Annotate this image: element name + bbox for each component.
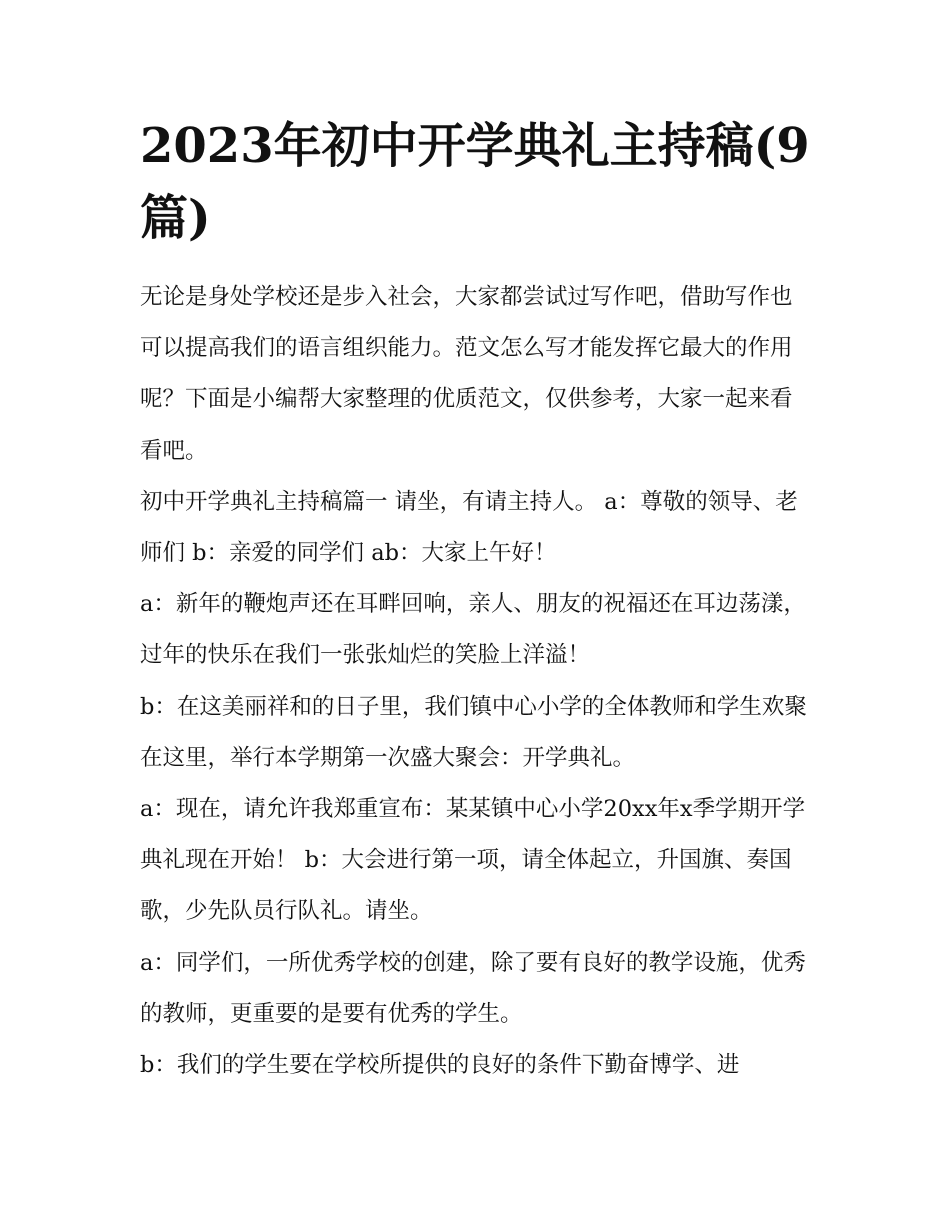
paragraph-a-students: a：同学们，一所优秀学校的创建，除了要有良好的教学设施，优秀的教师，更重要的是要有优秀的学生。	[140, 949, 806, 1027]
paragraph-b-study: b：我们的学生要在学校所提供的良好的条件下勤奋博学、进	[140, 1052, 740, 1079]
document-title: 2023年初中开学典礼主持稿(9篇)	[140, 118, 810, 246]
paragraph-b-gathering: b：在这美丽祥和的日子里，我们镇中心小学的全体教师和学生欢聚在这里，举行本学期第一次盛大聚会：开学典礼。	[140, 693, 807, 771]
paragraph-opening: 初中开学典礼主持稿篇一 请坐，有请主持人。 a：尊敬的领导、老师们 b：亲爱的同学们 ab：大家上午好！	[140, 488, 798, 567]
paragraph-a-new-year: a：新年的鞭炮声还在耳畔回响，亲人、朋友的祝福还在耳边荡漾，过年的快乐在我们一张张灿烂的笑脸上洋溢！	[140, 591, 806, 669]
document-page	[140, 110, 812, 1091]
paragraph-intro: 无论是身处学校还是步入社会，大家都尝试过写作吧，借助写作也可以提高我们的语言组织能力。范文怎么写才能发挥它最大的作用呢？下面是小编帮大家整理的优质范文，仅供参考，大家一起来看看吧。	[140, 284, 793, 464]
paragraph-a-announcement: a：现在，请允许我郑重宣布：某某镇中心小学20xx年x季学期开学典礼现在开始！ b：大会进行第一项，请全体起立，升国旗、奏国歌，少先队员行队礼。请坐。	[140, 796, 806, 925]
